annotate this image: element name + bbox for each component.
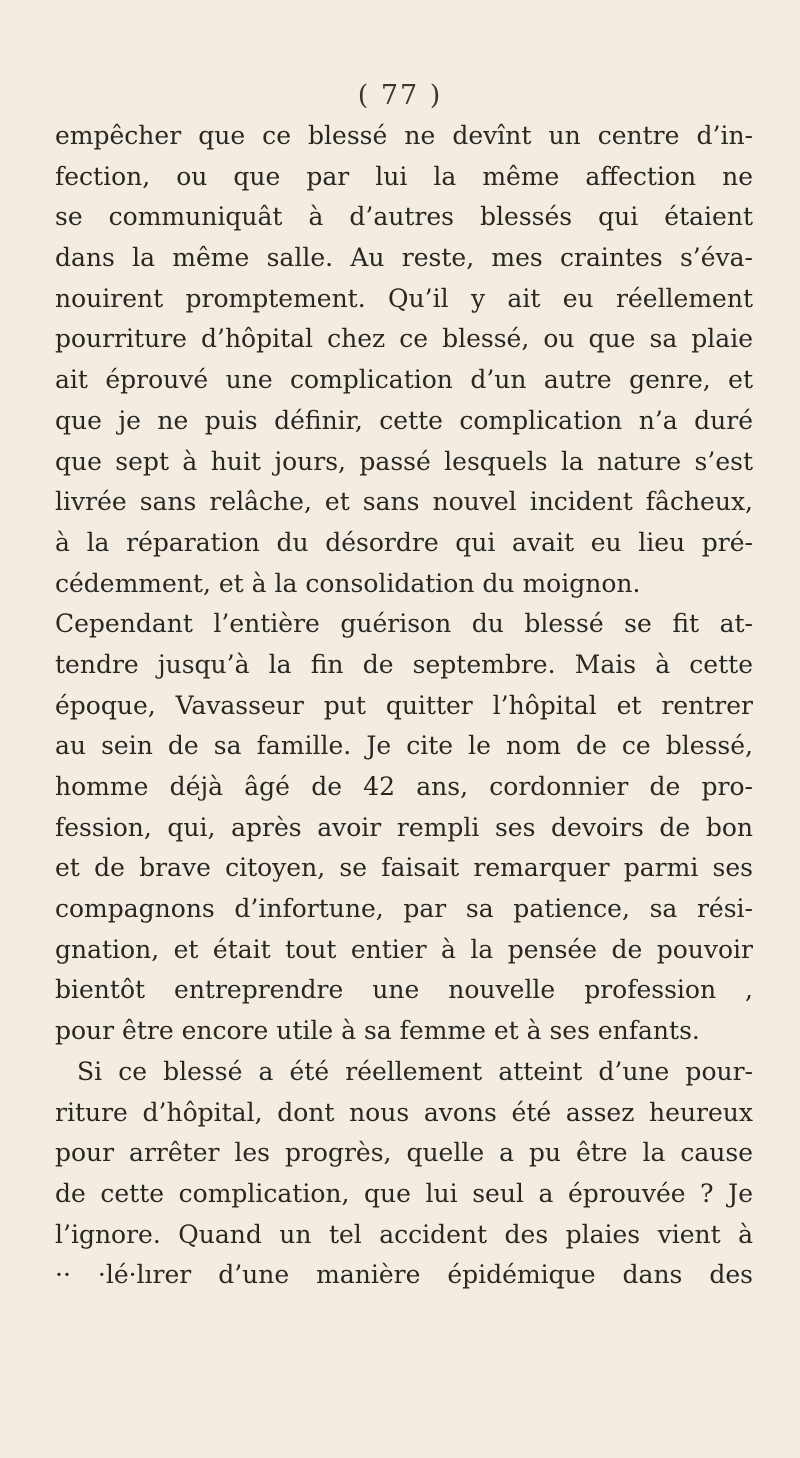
text-line: tendre jusqu’à la fin de septembre. Mais à cette [55,649,753,679]
text-line: ·· ·lé·lırer d’une manière épidémique dans des [55,1260,753,1290]
text-line: l’ignore. Quand un tel accident des plaies vient à [55,1219,753,1249]
text-line: pour être encore utile à sa femme et à ses enfants. [55,1016,700,1046]
text-line: homme déjà âgé de 42 ans, cordonnier de pro- [55,772,753,801]
text-line: empêcher que ce blessé ne devînt un centre d’in- [55,121,753,150]
text-line: riture d’hôpital, dont nous avons été assez heureux [55,1097,753,1127]
text-line: livrée sans relâche, et sans nouvel incident fâcheux, [55,487,753,517]
body-text [55,116,753,1296]
text-line: pour arrêter les progrès, quelle a pu être la cause [55,1138,753,1168]
text-line: pourriture d’hôpital chez ce blessé, ou que sa plaie [55,324,753,354]
text-line: de cette complication, que lui seul a éprouvée ? Je [55,1178,753,1208]
text-line: dans la même salle. Au reste, mes craintes s’éva- [55,243,753,273]
text-line: époque, Vavasseur put quitter l’hôpital et rentrer [55,690,753,720]
text-line: compagnons d’infortune, par sa patience, sa rési- [55,894,753,924]
text-line: nouirent promptement. Qu’il y ait eu réellement [55,283,753,313]
text-line: que sept à huit jours, passé lesquels la nature s’est [55,446,753,476]
text-line: que je ne puis définir, cette complication n’a duré [55,405,753,435]
text-line: et de brave citoyen, se faisait remarquer parmi ses [55,853,753,883]
text-line: fection, ou que par lui la même affection ne [55,161,753,191]
text-line: à la réparation du désordre qui avait eu lieu pré- [55,527,753,557]
text-line: au sein de sa famille. Je cite le nom de ce blessé, [55,731,753,761]
text-line: cédemment, et à la consolidation du moignon. [55,568,641,598]
text-line: se communiquât à d’autres blessés qui étaient [55,202,753,232]
text-line: ait éprouvé une complication d’un autre genre, et [55,365,753,395]
text-line: bientôt entreprendre une nouvelle profession , [55,975,753,1005]
text-line: fession, qui, après avoir rempli ses devoirs de bon [55,812,753,842]
text-line: gnation, et était tout entier à la pensée de pouvoir [55,934,753,964]
text-line: Si ce blessé a été réellement atteint d’une pour- [77,1056,753,1086]
text-line: Cependant l’entière guérison du blessé se fit at- [55,609,753,639]
page-number: ( 77 ) [357,80,443,111]
